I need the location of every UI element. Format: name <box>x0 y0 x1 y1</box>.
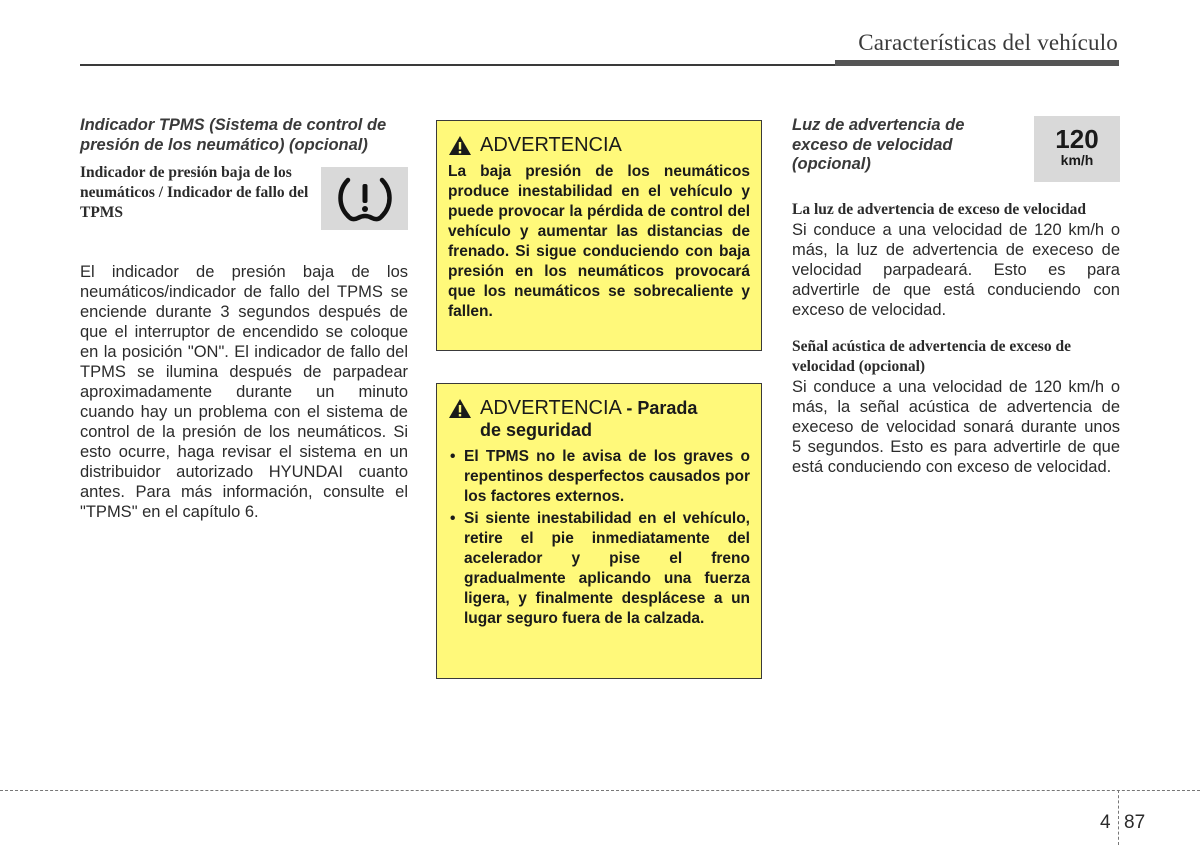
speed-warning-icon <box>1034 116 1120 182</box>
list-item: • El TPMS no le avisa de los graves o repentinos desperfectos causados por los factores externos. <box>448 447 750 507</box>
page-number: 87 <box>1124 812 1146 833</box>
warning-triangle-icon <box>448 135 472 156</box>
chapter-number: 4 <box>1100 812 1111 833</box>
page-header-title: Características del vehículo <box>858 30 1118 55</box>
warning-title-suffix: - Parada <box>626 398 698 418</box>
tpms-subheading: Indicador de presión baja de los neumáticos / Indicador de fallo del TPMS <box>80 164 309 221</box>
speed-heading-row <box>792 116 1120 198</box>
tpms-indicator-row <box>80 163 408 229</box>
speed-value: 120 <box>1055 124 1099 154</box>
warning-box-tire-pressure <box>436 120 762 351</box>
warning-title-text: ADVERTENCIA <box>480 134 622 156</box>
speed-chime-body: Si conduce a una velocidad de 120 km/h o más, la señal acústica de advertencia de execeso de velocidad sonará durante unos 5 segundos. Esto es para advertirle de que está conduciendo con exceso de velocidad. <box>792 378 1120 476</box>
footer-divider <box>0 790 1200 791</box>
warning-title <box>448 397 750 441</box>
speed-chime-subheading: Señal acústica de advertencia de exceso de velocidad (opcional) <box>792 338 1071 375</box>
tpms-heading: Indicador TPMS (Sistema de control de presión de los neumático) (opcional) <box>80 116 387 154</box>
warning-title <box>448 134 750 156</box>
speed-light-subheading: La luz de advertencia de exceso de velocidad <box>792 201 1087 218</box>
tpms-warning-icon <box>334 174 396 224</box>
speed-heading: Luz de advertencia de exceso de velocidad (opcional) <box>792 116 965 173</box>
header-rule-thick <box>835 60 1119 66</box>
speed-unit: km/h <box>1060 152 1094 168</box>
footer-vertical-divider <box>1118 790 1119 845</box>
warning-list <box>448 447 750 629</box>
warning-body: La baja presión de los neumáticos produce inestabilidad en el vehículo y puede provocar la pérdida de control del vehículo y aumentar las distancias de frenado. Si sigue conduciendo con baja presión en los neumáticos provocará que los neumáticos se sobrecaliente y fallen. <box>448 163 750 320</box>
speed-warning-section <box>792 116 1120 477</box>
warning-title-text: ADVERTENCIA <box>480 397 621 419</box>
warning-title-line2: de seguridad <box>480 420 593 440</box>
warning-box-safe-stop <box>436 383 762 679</box>
header-rule-thin <box>80 64 838 66</box>
list-item: • Si siente inestabilidad en el vehículo, retire el pie inmediatamente del acelerador y pise el freno gradualmente aplicando una fuerza ligera, y finalmente desplácese a un lugar seguro fuera de la calzada. <box>448 509 750 629</box>
speed-light-body: Si conduce a una velocidad de 120 km/h o más, la luz de advertencia de execeso de velocidad parpadeará. Esto es para advertirle de que está conduciendo con exceso de velocidad. <box>792 221 1120 319</box>
tpms-body: El indicador de presión baja de los neumáticos/indicador de fallo del TPMS se enciende durante 3 segundos después de que el interruptor de encendido se coloque en la posición "ON". El indicador de fallo del TPMS se ilumina después de parpadear aproximadamente durante un minuto cuando hay un problema con el sistema de control de la presión de los neumáticos. Si esto ocurre, haga revisar el sistema en un distribuidor autorizado HYUNDAI cuanto antes. Para más información, consulte el "TPMS" en el capítulo 6. <box>80 263 408 521</box>
tpms-section <box>80 116 408 522</box>
warning-triangle-icon <box>448 398 472 419</box>
tpms-icon-box <box>321 167 408 230</box>
